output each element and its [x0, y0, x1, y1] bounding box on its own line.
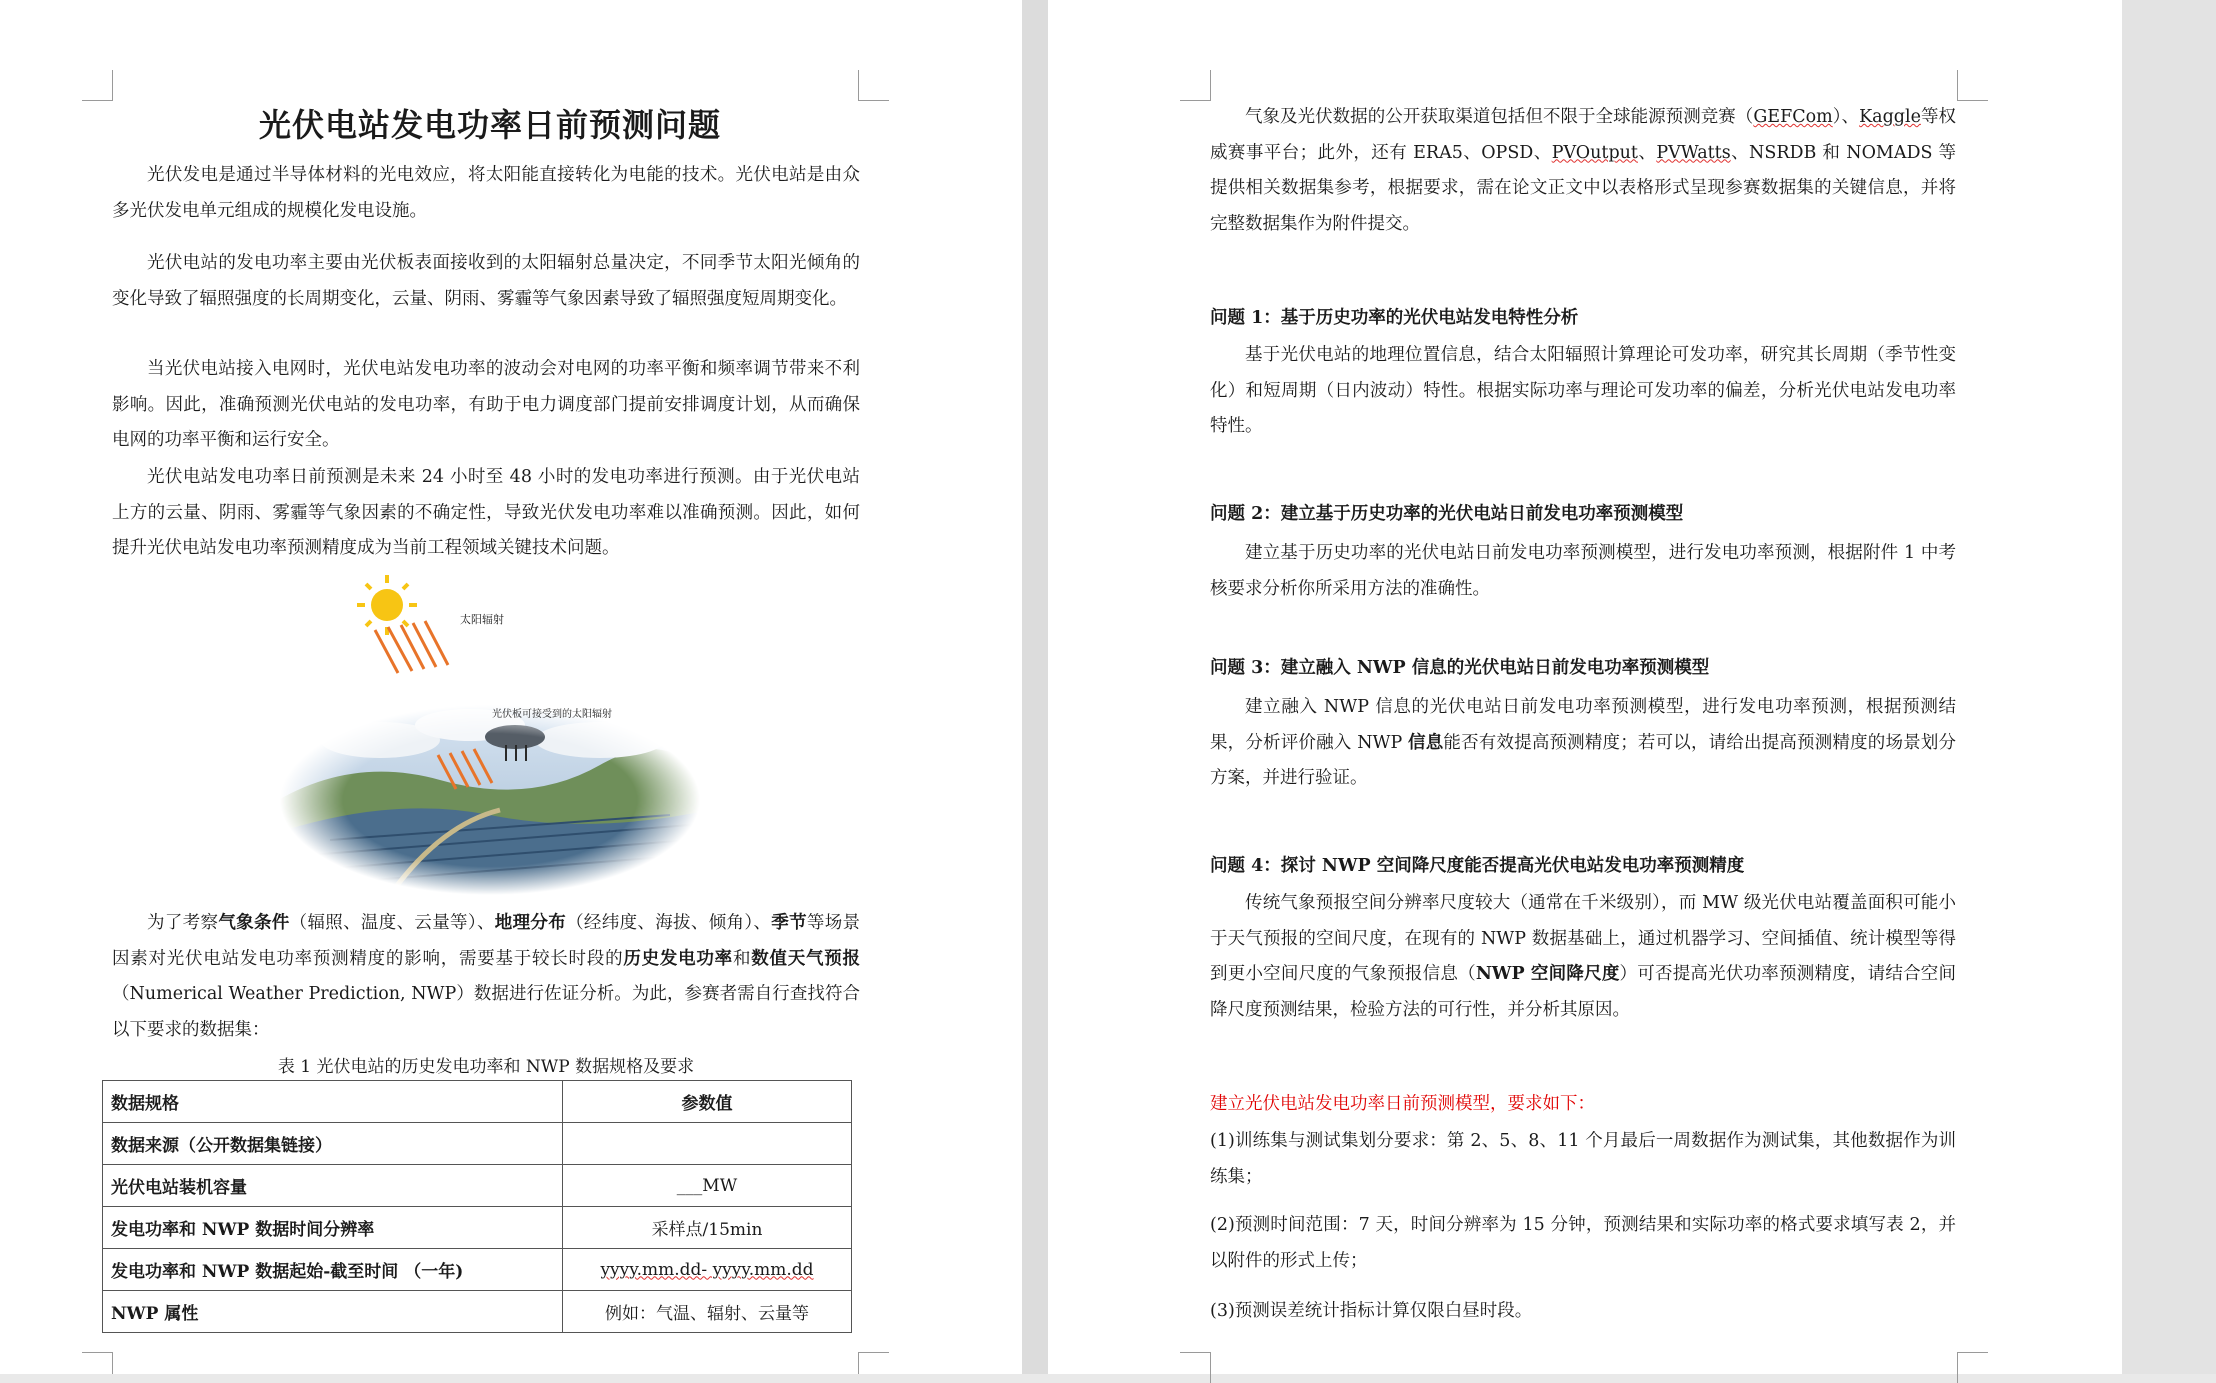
- table-cell: yyyy.mm.dd- yyyy.mm.dd: [563, 1249, 852, 1291]
- question-4-heading: 问题 4：探讨 NWP 空间降尺度能否提高光伏电站发电功率预测精度: [1210, 856, 1745, 876]
- paragraph: 光伏发电是通过半导体材料的光电效应，将太阳能直接转化为电能的技术。光伏电站是由众多光伏发电单元组成的规模化发电设施。: [112, 165, 860, 221]
- panel-label: 光伏板可接受到的太阳辐射: [492, 709, 612, 720]
- paragraph: 光伏电站的发电功率主要由光伏板表面接收到的太阳辐射总量决定，不同季节太阳光倾角的变化导致了辐照强度的长周期变化，云量、阴雨、雾霾等气象因素导致了辐照强度短周期变化。: [112, 253, 860, 309]
- table-cell: 采样点/15min: [563, 1207, 852, 1249]
- crop-mark: [82, 70, 113, 101]
- table-row: [103, 1207, 852, 1249]
- requirement-item: (2)预测时间范围：7 天，时间分辨率为 15 分钟，预测结果和实际功率的格式要求填写表 2，并以附件的形式上传；: [1210, 1215, 1956, 1271]
- crop-mark: [1957, 1352, 1988, 1383]
- window-background: [2122, 0, 2216, 1374]
- question-4-text: 传统气象预报空间分辨率尺度较大（通常在千米级别），而 MW 级光伏电站覆盖面积可能小于天气预报的空间尺度，在现有的 NWP 数据基础上，通过机器学习、空间插值、统计模型等得到更小空间尺度的气象预报信息（NWP 空间降尺度）可否提高光伏功率预测精度，请结合空间降尺度预测结果，检验方法的可行性，并分析其原因。: [1210, 893, 1957, 1020]
- table-cell: 数据来源（公开数据集链接）: [103, 1123, 563, 1165]
- table-header: 参数值: [563, 1081, 852, 1123]
- question-2-heading: 问题 2：建立基于历史功率的光伏电站日前发电功率预测模型: [1210, 504, 1684, 524]
- page-title: 光伏电站发电功率日前预测问题: [258, 106, 721, 144]
- requirements-heading: 建立光伏电站发电功率日前预测模型，要求如下：: [1210, 1094, 1595, 1114]
- question-3-text: 建立融入 NWP 信息的光伏电站日前发电功率预测模型，进行发电功率预测，根据预测结果，分析评价融入 NWP 信息能否有效提高预测精度；若可以，请给出提高预测精度的场景划分方案，并进行验证。: [1210, 697, 1957, 788]
- table-cell: 例如：气温、辐射、云量等: [563, 1291, 852, 1333]
- crop-mark: [1957, 70, 1988, 101]
- question-1-text: 基于光伏电站的地理位置信息，结合太阳辐照计算理论可发功率，研究其长周期（季节性变化）和短周期（日内波动）特性。根据实际功率与理论可发功率的偏差，分析光伏电站发电功率特性。: [1210, 345, 1956, 436]
- table-row: [103, 1291, 852, 1333]
- question-2-text: 建立基于历史功率的光伏电站日前发电功率预测模型，进行发电功率预测，根据附件 1 中考核要求分析你所采用方法的准确性。: [1210, 543, 1956, 599]
- page-gap: [1022, 0, 1048, 1374]
- table-cell: 光伏电站装机容量: [103, 1165, 563, 1207]
- crop-mark: [1180, 1352, 1211, 1383]
- paragraph-data-sources: 气象及光伏数据的公开获取渠道包括但不限于全球能源预测竞赛（GEFCom）、Kaggle等权威赛事平台；此外，还有 ERA5、OPSD、PVOutput、PVWatts、NSRDB 和 NOMADS 等提供相关数据集参考，根据要求，需在论文正文中以表格形式呈现参赛数据集的关键信息，并将完整数据集作为附件提交。: [1210, 107, 1957, 234]
- crop-mark: [82, 1352, 113, 1374]
- question-3-heading: 问题 3：建立融入 NWP 信息的光伏电站日前发电功率预测模型: [1210, 658, 1710, 678]
- table-cell: [563, 1123, 852, 1165]
- paragraph: 光伏电站发电功率日前预测是未来 24 小时至 48 小时的发电功率进行预测。由于光伏电站上方的云量、阴雨、雾霾等气象因素的不确定性，导致光伏发电功率难以准确预测。因此，如何提升光伏电站发电功率预测精度成为当前工程领域关键技术问题。: [112, 467, 860, 558]
- document-page-1: [0, 0, 1022, 1374]
- table-cell: ___MW: [563, 1165, 852, 1207]
- solar-radiation-illustration: [270, 565, 710, 895]
- table-header-row: [103, 1081, 852, 1123]
- paragraph: 当光伏电站接入电网时，光伏电站发电功率的波动会对电网的功率平衡和频率调节带来不利影响。因此，准确预测光伏电站的发电功率，有助于电力调度部门提前安排调度计划，从而确保电网的功率平衡和运行安全。: [112, 359, 860, 450]
- sun-label: 太阳辐射: [460, 614, 504, 626]
- crop-mark: [858, 70, 889, 101]
- crop-mark: [858, 1352, 889, 1374]
- table-cell: NWP 属性: [103, 1291, 563, 1333]
- paragraph-datasets: 为了考察气象条件（辐照、温度、云量等）、地理分布（经纬度、海拔、倾角）、季节等场景因素对光伏电站发电功率预测精度的影响，需要基于较长时段的历史发电功率和数值天气预报（Numerical Weather Prediction, NWP）数据进行佐证分析。为此，参赛者需自行查找符合以下要求的数据集：: [112, 913, 861, 1040]
- table-row: [103, 1123, 852, 1165]
- table-header: 数据规格: [103, 1081, 563, 1123]
- sun-icon: [357, 575, 417, 635]
- table-row: [103, 1165, 852, 1207]
- table-cell: 发电功率和 NWP 数据起始-截至时间 （一年): [103, 1249, 563, 1291]
- question-1-heading: 问题 1：基于历史功率的光伏电站发电特性分析: [1210, 308, 1579, 328]
- table-cell: 发电功率和 NWP 数据时间分辨率: [103, 1207, 563, 1249]
- requirement-item: (3)预测误差统计指标计算仅限白昼时段。: [1210, 1301, 1533, 1321]
- table-row: [103, 1249, 852, 1291]
- crop-mark: [1180, 70, 1211, 101]
- table-caption: 表 1 光伏电站的历史发电功率和 NWP 数据规格及要求: [277, 1057, 695, 1077]
- data-spec-table: [102, 1080, 852, 1333]
- requirement-item: (1)训练集与测试集划分要求：第 2、5、8、11 个月最后一周数据作为测试集，其他数据作为训练集；: [1210, 1131, 1956, 1187]
